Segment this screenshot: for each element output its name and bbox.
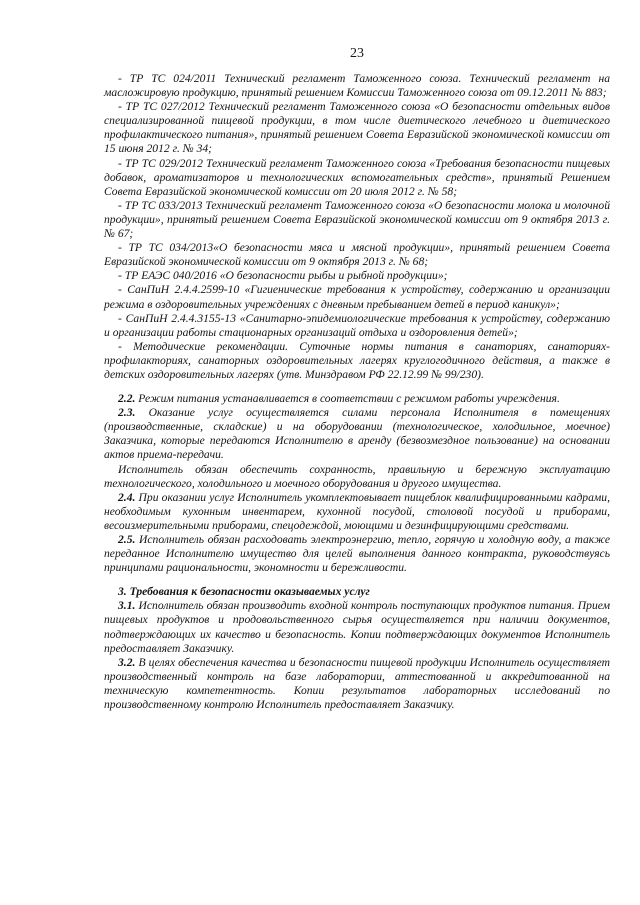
section-3 (104, 585, 610, 712)
page-number: 23 (350, 46, 364, 61)
clause-2-3 (104, 406, 610, 462)
regulations-list (104, 72, 610, 382)
clause-number: 2.4. (118, 490, 136, 504)
clause-number: 2.3. (118, 406, 136, 420)
regulation-item: - ТР ТС 033/2013 Технический регламент Таможенного союза «О безопасности молока и молочной продукции», принятый решением Совета Евразийской экономической комиссии от 9 октября 2013 г. № 67; (104, 198, 610, 241)
regulation-item: - ТР ТС 034/2013«О безопасности мяса и мясной продукции», принятый решением Совета Евразийской экономической комиссии от 9 октября 2013 г. № 68; (104, 241, 610, 269)
regulation-item: - ТР ЕАЭС 040/2016 «О безопасности рыбы и рыбной продукции»; (118, 269, 448, 283)
regulation-item: - ТР ТС 024/2011 Технический регламент Таможенного союза. Технический регламент на масложировую продукцию, принятый решением Комиссии Таможенного союза от 09.12.2011 № 883; (104, 72, 610, 100)
regulation-item: - СанПиН 2.4.4.3155-13 «Санитарно-эпидемиологические требования к устройству, содержанию и организации работы стационарных организаций отдыха и оздоровления детей»; (104, 311, 610, 339)
regulation-item: - ТР ТС 027/2012 Технический регламент Таможенного союза «О безопасности отдельных видов специализированной пищевой продукции, в том числе диетического лечебного и диетического профилактического питания», принятый решением Совета Евразийской экономической комиссии от 15 июня 2012 г. № 34; (104, 100, 610, 156)
clause-2-4 (104, 491, 610, 533)
regulation-item: - ТР ТС 029/2012 Технический регламент Таможенного союза «Требования безопасности пищевых добавок, ароматизаторов и технологических вспомогательных средств», принятый Решением Совета Евразийской экономической комиссии от 20 июля 2012 г. № 58; (104, 156, 610, 198)
clause-text: Оказание услуг осуществляется силами персонала Исполнителя в помещениях (производственные, складские) и на оборудовании (технологическое, холодильное, моечное) Заказчика, которые передаются Исполнителю в аренду (безвозмездное пользование) на основании актов приема-передачи. (104, 406, 610, 462)
clause-number: 3.1. (118, 599, 136, 613)
regulation-item: - Методические рекомендации. Суточные нормы питания в санаториях, санаториях-профилакториях, санаторных оздоровительных лагерях круглогодичного действия, а также в детских оздоровительных лагерях (утв. Минздравом РФ 22.12.99 № 99/230). (104, 339, 610, 381)
clause-text: В целях обеспечения качества и безопасности пищевой продукции Исполнитель осуществляет производственный контроль на базе лаборатории, аттестованной и аккредитованной на техническую компетентность. Копии результатов лабораторных исследований по производственному контролю Исполнитель предоставляет Заказчику. (104, 655, 610, 712)
clause-2-3-continued (104, 463, 610, 491)
clause-number: 2.2. (118, 392, 136, 406)
clause-number: 3.2. (118, 655, 136, 669)
clause-3-2 (104, 656, 610, 712)
clause-text: При оказании услуг Исполнитель укомплектовывает пищеблок квалифицированными кадрами, необходимым кухонным инвентарем, кухонной посудой, столовой посудой и приборами, весоизмерительными приборами, спецодеждой, моющими и дезинфицирующими средствами. (104, 490, 610, 532)
clause-3-1 (104, 599, 610, 655)
clause-2-2 (104, 392, 610, 406)
clause-text: Исполнитель обязан расходовать электроэнергию, тепло, горячую и холодную воду, а также переданное Исполнителю имущество для целей выполнения данного контракта, руководствуясь принципами рациональности, экономности и бережливости. (104, 533, 610, 575)
regulation-item: - СанПиН 2.4.4.2599-10 «Гигиенические требования к устройству, содержанию и организации режима в оздоровительных учреждениях с дневным пребыванием детей в период каникул»; (104, 283, 610, 311)
clause-text: Режим питания устанавливается в соответствии с режимом работы учреждения. (138, 392, 560, 406)
clause-text: Исполнитель обязан обеспечить сохранность, правильную и бережную эксплуатацию технологического, холодильного и моечного оборудования и другого имущества. (104, 462, 610, 490)
clause-text: Исполнитель обязан производить входной контроль поступающих продуктов питания. Прием пищевых продуктов и продовольственного сырья осуществляется при наличии документов, подтверждающих их качество и безопасность. Копии подтверждающих документов Исполнитель предоставляет Заказчику. (104, 599, 610, 655)
section-3-heading: 3. Требования к безопасности оказываемых услуг (118, 585, 370, 599)
section-2 (104, 392, 610, 575)
clause-number: 2.5. (118, 533, 136, 546)
clause-2-5 (104, 533, 610, 575)
